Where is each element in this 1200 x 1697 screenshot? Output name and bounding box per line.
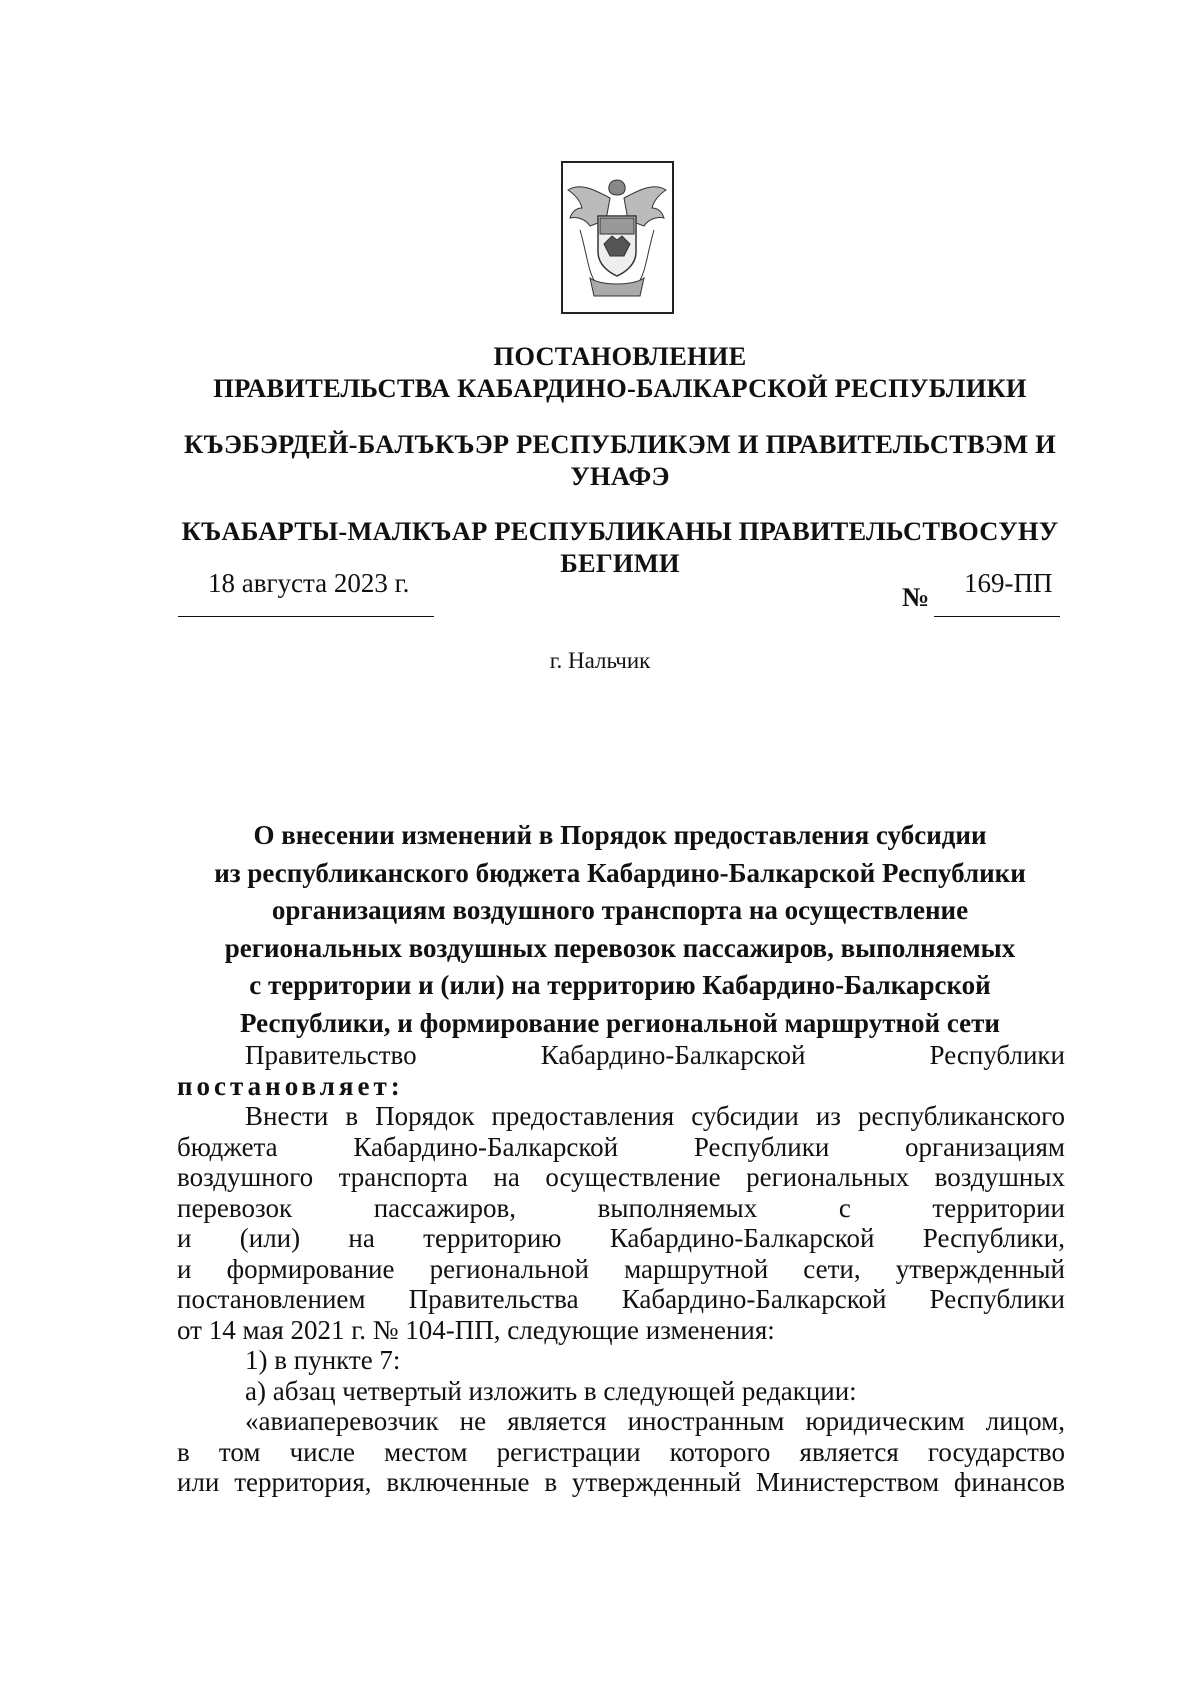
list-item: 1) в пункте 7: — [245, 1345, 401, 1375]
number-underline — [934, 616, 1060, 617]
body-line: «авиаперевозчик не является иностранным юридическим лицом, — [245, 1406, 1065, 1436]
heading-line: КЪАБАРТЫ-МАЛКЪАР РЕСПУБЛИКАНЫ ПРАВИТЕЛЬСТВОСУНУ — [181, 516, 1059, 546]
number-sign: № — [902, 582, 930, 612]
heading-line: ПРАВИТЕЛЬСТВА КАБАРДИНО-БАЛКАРСКОЙ РЕСПУБЛИКИ — [213, 373, 1027, 403]
city-name: г. Нальчик — [549, 648, 651, 673]
body-line: постановлением Правительства Кабардино-Балкарской Республики — [177, 1284, 1065, 1314]
body-line: перевозок пассажиров, выполняемых с территории — [177, 1192, 1065, 1223]
document-type-heading — [160, 340, 1080, 404]
document-body — [177, 1040, 1065, 1498]
document-date: 18 августа 2023 г. — [208, 568, 410, 598]
date-underline — [178, 616, 434, 617]
document-title — [160, 817, 1080, 1042]
body-line: воздушного транспорта на осуществление региональных воздушных — [177, 1162, 1065, 1192]
body-line: от 14 мая 2021 г. № 104-ПП, следующие изменения: — [177, 1314, 775, 1345]
body-line: и формирование региональной маршрутной сети, утвержденный — [177, 1253, 1065, 1284]
intro-line — [177, 1040, 1065, 1071]
document-number: 169-ПП — [964, 568, 1053, 598]
coat-of-arms-emblem — [560, 160, 675, 315]
resolves-word: постановляет: — [177, 1070, 404, 1101]
title-line: из республиканского бюджета Кабардино-Балкарской Республики — [214, 857, 1026, 888]
body-line: Внести в Порядок предоставления субсидии из республиканского — [245, 1101, 1065, 1131]
body-line: бюджета Кабардино-Балкарской Республики организациям — [177, 1131, 1065, 1162]
list-item: а) абзац четвертый изложить в следующей редакции: — [245, 1375, 857, 1406]
heading-line: БЕГИМИ — [560, 548, 680, 578]
body-line: и (или) на территорию Кабардино-Балкарской Республики, — [177, 1223, 1065, 1253]
title-line: с территории и (или) на территорию Кабардино-Балкарской — [249, 970, 991, 1000]
intro-word: Правительство — [245, 1040, 417, 1070]
title-line: О внесении изменений в Порядок предоставления субсидии — [253, 820, 987, 850]
intro-word: Кабардино-Балкарской — [540, 1040, 806, 1070]
intro-word: Республики — [929, 1040, 1065, 1070]
body-line: или территория, включенные в утвержденный Министерством финансов — [177, 1467, 1065, 1497]
title-line: Республики, и формирование региональной маршрутной сети — [240, 1007, 1000, 1038]
heading-line: УНАФЭ — [570, 461, 670, 491]
heading-line: ПОСТАНОВЛЕНИЕ — [493, 341, 747, 371]
title-line: региональных воздушных перевозок пассажиров, выполняемых — [224, 932, 1016, 963]
kabardian-heading — [160, 428, 1080, 492]
body-line: в том числе местом регистрации которого является государство — [177, 1436, 1065, 1467]
title-line: организациям воздушного транспорта на осуществление — [271, 895, 969, 925]
heading-line: КЪЭБЭРДЕЙ-БАЛЪКЪЭР РЕСПУБЛИКЭМ И ПРАВИТЕЛЬСТВЭМ И — [184, 429, 1056, 459]
